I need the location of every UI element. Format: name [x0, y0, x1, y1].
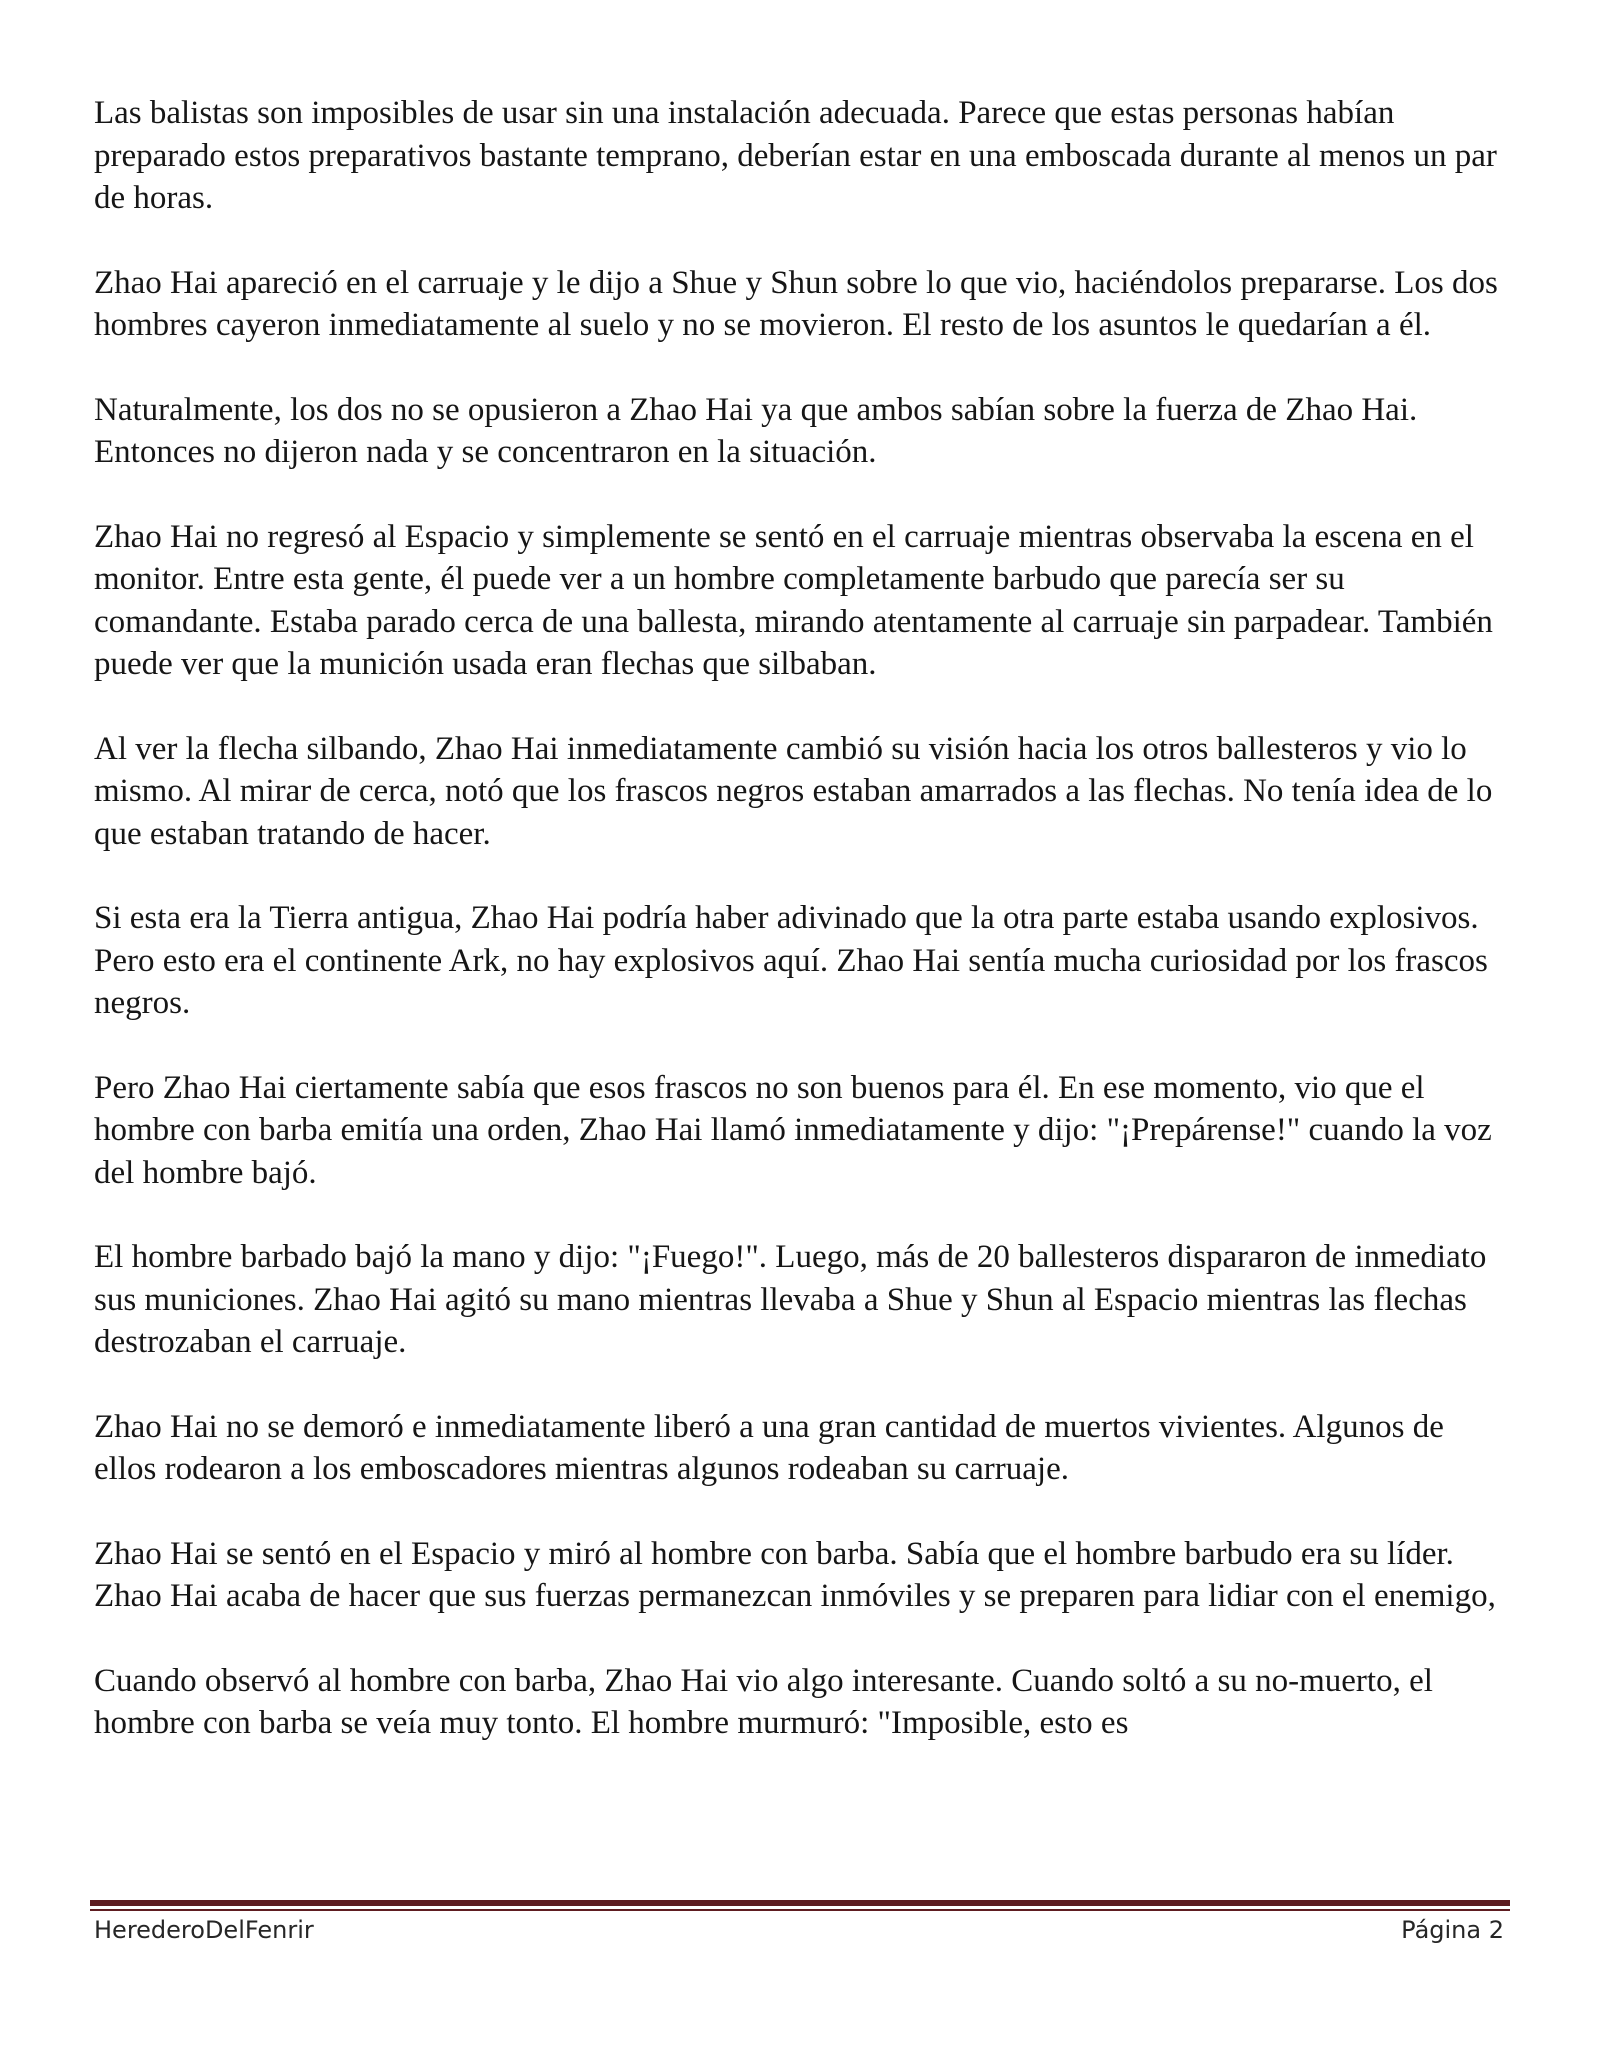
footer-rule-thin: [90, 1909, 1510, 1911]
paragraph-11: Cuando observó al hombre con barba, Zhao Hai vio algo interesante. Cuando soltó a su no-muerto, el hombre con barba se veía muy tonto. El hombre murmuró: "Imposible, esto es: [94, 1662, 1433, 1741]
body-text: [94, 92, 1514, 1745]
paragraph-3: Naturalmente, los dos no se opusieron a Zhao Hai ya que ambos sabían sobre la fuerza de Zhao Hai. Entonces no dijeron nada y se concentraron en la situación.: [94, 391, 1418, 470]
paragraph-8: El hombre barbado bajó la mano y dijo: "¡Fuego!". Luego, más de 20 ballesteros dispararon de inmediato sus municiones. Zhao Hai agitó su mano mientras llevaba a Shue y Shun al Espacio mientras las flechas destrozaban el carruaje.: [94, 1239, 1487, 1360]
footer-author: HerederoDelFenrir: [94, 1916, 314, 1944]
footer-rule-thick: [90, 1900, 1510, 1906]
paragraph-4: Zhao Hai no regresó al Espacio y simplemente se sentó en el carruaje mientras observaba la escena en el monitor. Entre esta gente, él puede ver a un hombre completamente barbudo que parecía ser su comandante. Estaba parado cerca de una ballesta, mirando atentamente al carruaje sin parpadear. También puede ver que la munición usada eran flechas que silbaban.: [94, 518, 1493, 682]
paragraph-2: Zhao Hai apareció en el carruaje y le dijo a Shue y Shun sobre lo que vio, haciéndolos prepararse. Los dos hombres cayeron inmediatamente al suelo y no se movieron. El resto de los asuntos le quedarían a él.: [94, 264, 1498, 343]
footer-page-number: Página 2: [1401, 1916, 1504, 1944]
paragraph-5: Al ver la flecha silbando, Zhao Hai inmediatamente cambió su visión hacia los otros ballesteros y vio lo mismo. Al mirar de cerca, notó que los frascos negros estaban amarrados a las flechas. No tenía idea de lo que estaban tratando de hacer.: [94, 730, 1493, 852]
paragraph-9: Zhao Hai no se demoró e inmediatamente liberó a una gran cantidad de muertos vivientes. Algunos de ellos rodearon a los emboscadores mientras algunos rodeaban su carruaje.: [94, 1408, 1444, 1487]
paragraph-6: Si esta era la Tierra antigua, Zhao Hai podría haber adivinado que la otra parte estaba usando explosivos. Pero esto era el continente Ark, no hay explosivos aquí. Zhao Hai sentía mucha curiosidad por los frascos negros.: [94, 900, 1488, 1021]
paragraph-10: Zhao Hai se sentó en el Espacio y miró al hombre con barba. Sabía que el hombre barbudo era su líder. Zhao Hai acaba de hacer que sus fuerzas permanezcan inmóviles y se preparen para lidiar con el enemigo,: [94, 1535, 1496, 1614]
paragraph-7: Pero Zhao Hai ciertamente sabía que esos frascos no son buenos para él. En ese momento, vio que el hombre con barba emitía una orden, Zhao Hai llamó inmediatamente y dijo: "¡Prepárense!" cuando la voz del hombre bajó.: [94, 1069, 1492, 1191]
paragraph-1: Las balistas son imposibles de usar sin una instalación adecuada. Parece que estas personas habían preparado estos preparativos bastante temprano, deberían estar en una emboscada durante al menos un par de horas.: [94, 95, 1497, 216]
